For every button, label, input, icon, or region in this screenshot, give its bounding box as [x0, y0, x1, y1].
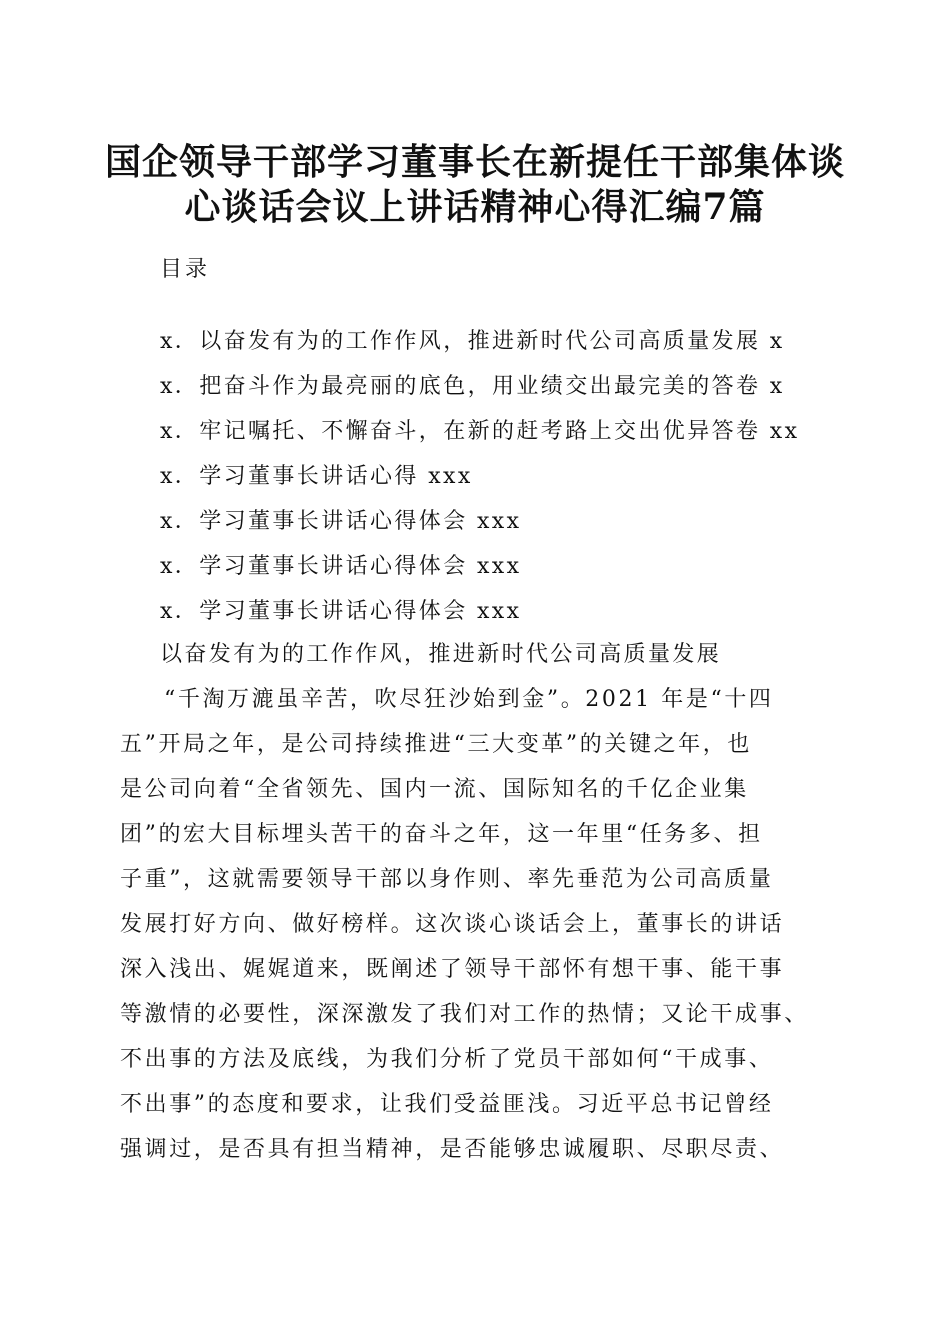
body-line: 五”开局之年，是公司持续推进“三大变革”的关键之年，也 — [120, 732, 752, 757]
toc-item: x．牢记嘱托、不懈奋斗，在新的赶考路上交出优异答卷 xx — [160, 419, 800, 444]
body-paragraph — [120, 685, 845, 1180]
body-line: 等激情的必要性，深深激发了我们对工作的热情；又论干成事、 — [120, 1002, 809, 1027]
body-line: 团”的宏大目标埋头苦干的奋斗之年，这一年里“任务多、担 — [120, 822, 763, 847]
toc-item: x．把奋斗作为最亮丽的底色，用业绩交出最完美的答卷 x — [160, 374, 785, 399]
document-title-line-2: 心谈话会议上讲话精神心得汇编7篇 — [184, 186, 766, 228]
body-line: “千淘万漉虽辛苦，吹尽狂沙始到金”。2021 年是“十四 — [164, 687, 774, 712]
body-line: 不出事的方法及底线，为我们分析了党员干部如何“干成事、 — [120, 1047, 774, 1072]
body-line: 强调过，是否具有担当精神，是否能够忠诚履职、尽职尽责、 — [120, 1137, 785, 1162]
body-line: 发展打好方向、做好榜样。这次谈心谈话会上，董事长的讲话 — [120, 912, 785, 937]
toc-item: x．学习董事长讲话心得体会 xxx — [160, 509, 522, 534]
body-line: 深入浅出、娓娓道来，既阐述了领导干部怀有想干事、能干事 — [120, 957, 785, 982]
body-line: 不出事”的态度和要求，让我们受益匪浅。习近平总书记曾经 — [120, 1092, 774, 1117]
toc-item: x．以奋发有为的工作作风，推进新时代公司高质量发展 x — [160, 329, 785, 354]
body-line: 子重”，这就需要领导干部以身作则、率先垂范为公司高质量 — [120, 867, 774, 892]
toc-item: x．学习董事长讲话心得体会 xxx — [160, 599, 522, 624]
toc-heading: 目录 — [160, 257, 211, 282]
body-line: 是公司向着“全省领先、国内一流、国际知名的千亿企业集 — [120, 777, 749, 802]
section-title: 以奋发有为的工作作风，推进新时代公司高质量发展 — [160, 642, 722, 667]
table-of-contents — [160, 327, 799, 642]
document-title-line-1: 国企领导干部学习董事长在新提任干部集体谈 — [104, 141, 845, 183]
toc-item: x．学习董事长讲话心得体会 xxx — [160, 554, 522, 579]
toc-item: x．学习董事长讲话心得 xxx — [160, 464, 473, 489]
